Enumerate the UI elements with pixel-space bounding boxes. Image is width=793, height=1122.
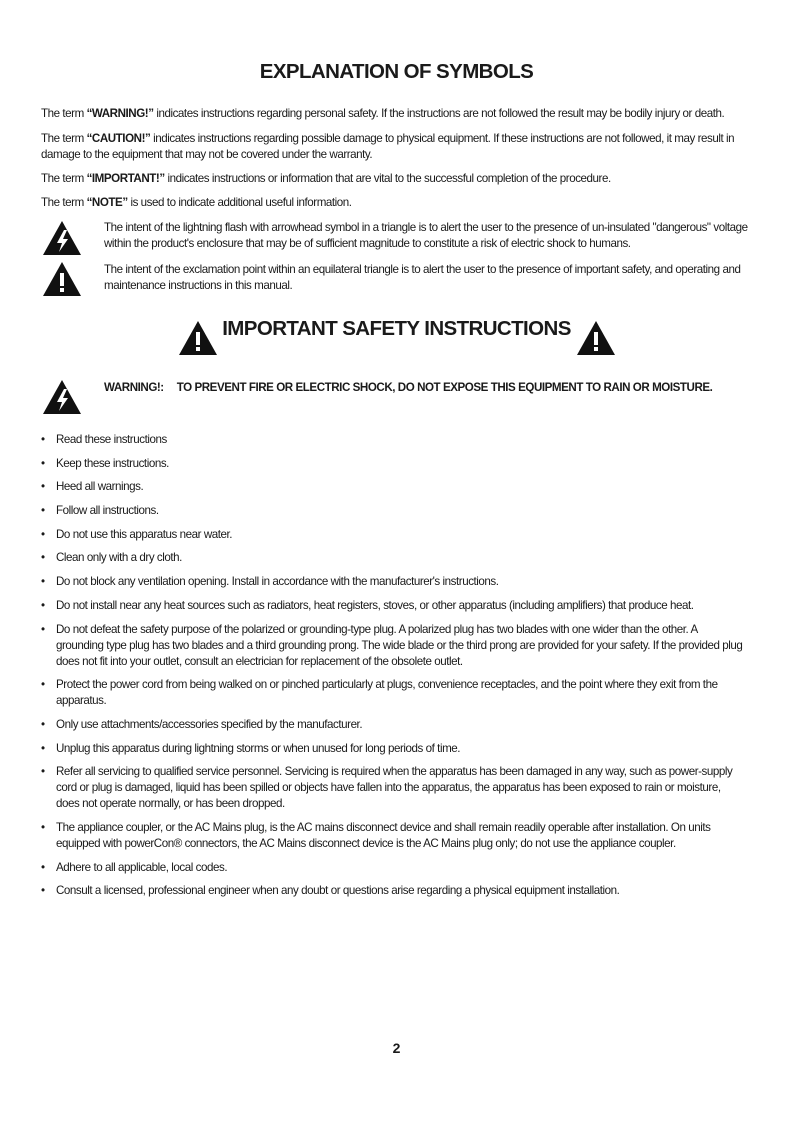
exclamation-symbol-description: The intent of the exclamation point within an equilateral triangle is to alert the user to the presence of important safety, and operating and maintenance instructions in this manual.	[104, 263, 741, 292]
safety-instructions-list	[41, 432, 746, 907]
page-title: EXPLANATION OF SYMBOLS	[259, 60, 534, 83]
list-item: • Keep these instructions.	[41, 456, 746, 472]
term-note-paragraph: The term “NOTE” is used to indicate additional useful information.	[41, 196, 352, 209]
term-caution-paragraph: The term “CAUTION!” indicates instructions regarding possible damage to physical equipment. If these instructions are not followed, it may result in damage to the equipment that may not be covered under the warranty.	[41, 132, 735, 161]
list-item: • Read these instructions	[41, 432, 746, 448]
list-item: • Consult a licensed, professional engineer when any doubt or questions arise regarding a physical equipment installation.	[41, 883, 746, 899]
safety-heading: IMPORTANT SAFETY INSTRUCTIONS	[222, 317, 571, 340]
warning-text: TO PREVENT FIRE OR ELECTRIC SHOCK, DO NOT EXPOSE THIS EQUIPMENT TO RAIN OR MOISTURE.	[176, 381, 713, 394]
term-warning-paragraph: The term “WARNING!” indicates instructions regarding personal safety. If the instructions are not followed the result may be bodily injury or death.	[41, 107, 725, 120]
exclamation-triangle-icon	[576, 320, 616, 356]
term-important: “IMPORTANT!”	[86, 172, 165, 185]
list-item: • Only use attachments/accessories specified by the manufacturer.	[41, 717, 746, 733]
list-item: • Heed all warnings.	[41, 479, 746, 495]
warning-label: WARNING!:	[104, 381, 164, 394]
list-item: • Do not use this apparatus near water.	[41, 527, 746, 543]
lightning-triangle-icon	[42, 379, 82, 415]
list-item: • Unplug this apparatus during lightning storms or when unused for long periods of time.	[41, 741, 746, 757]
page-number: 2	[392, 1040, 401, 1056]
list-item: • Follow all instructions.	[41, 503, 746, 519]
list-item: • Protect the power cord from being walked on or pinched particularly at plugs, convenience receptacles, and the point where they exit from the apparatus.	[41, 677, 746, 709]
list-item: • Do not install near any heat sources such as radiators, heat registers, stoves, or other apparatus (including amplifiers) that produce heat.	[41, 598, 746, 614]
term-caution: “CAUTION!”	[86, 132, 151, 145]
list-item: • Do not block any ventilation opening. Install in accordance with the manufacturer's instructions.	[41, 574, 746, 590]
lightning-symbol-description: The intent of the lightning flash with arrowhead symbol in a triangle is to alert the user to the presence of un-insulated "dangerous" voltage within the product's enclosure that may be of sufficient magnitude to constitute a risk of electric shock to humans.	[104, 221, 748, 250]
warning-statement	[104, 380, 764, 396]
list-item: • Adhere to all applicable, local codes.	[41, 860, 746, 876]
lightning-triangle-icon	[42, 220, 82, 256]
list-item: • Clean only with a dry cloth.	[41, 550, 746, 566]
list-item: • The appliance coupler, or the AC Mains plug, is the AC mains disconnect device and shall remain readily operable after installation. On units equipped with powerCon® connectors, the AC Mains disconnect device is the AC Mains plug only; do not use the appliance coupler.	[41, 820, 746, 852]
term-note: “NOTE”	[86, 196, 128, 209]
term-warning: “WARNING!”	[86, 107, 154, 120]
exclamation-triangle-icon	[42, 261, 82, 297]
list-item: • Refer all servicing to qualified service personnel. Servicing is required when the apparatus has been damaged in any way, such as power-supply cord or plug is damaged, liquid has been spilled or objects have fallen into the apparatus, the apparatus has been exposed to rain or moisture, does not operate normally, or has been dropped.	[41, 764, 746, 812]
list-item: • Do not defeat the safety purpose of the polarized or grounding-type plug. A polarized plug has two blades with one wider than the other. A grounding type plug has two blades and a third grounding prong. The wide blade or the third prong are provided for your safety. If the provided plug does not fit into your outlet, consult an electrician for replacement of the obsolete outlet.	[41, 622, 746, 670]
term-important-paragraph: The term “IMPORTANT!” indicates instructions or information that are vital to the successful completion of the procedure.	[41, 172, 611, 185]
